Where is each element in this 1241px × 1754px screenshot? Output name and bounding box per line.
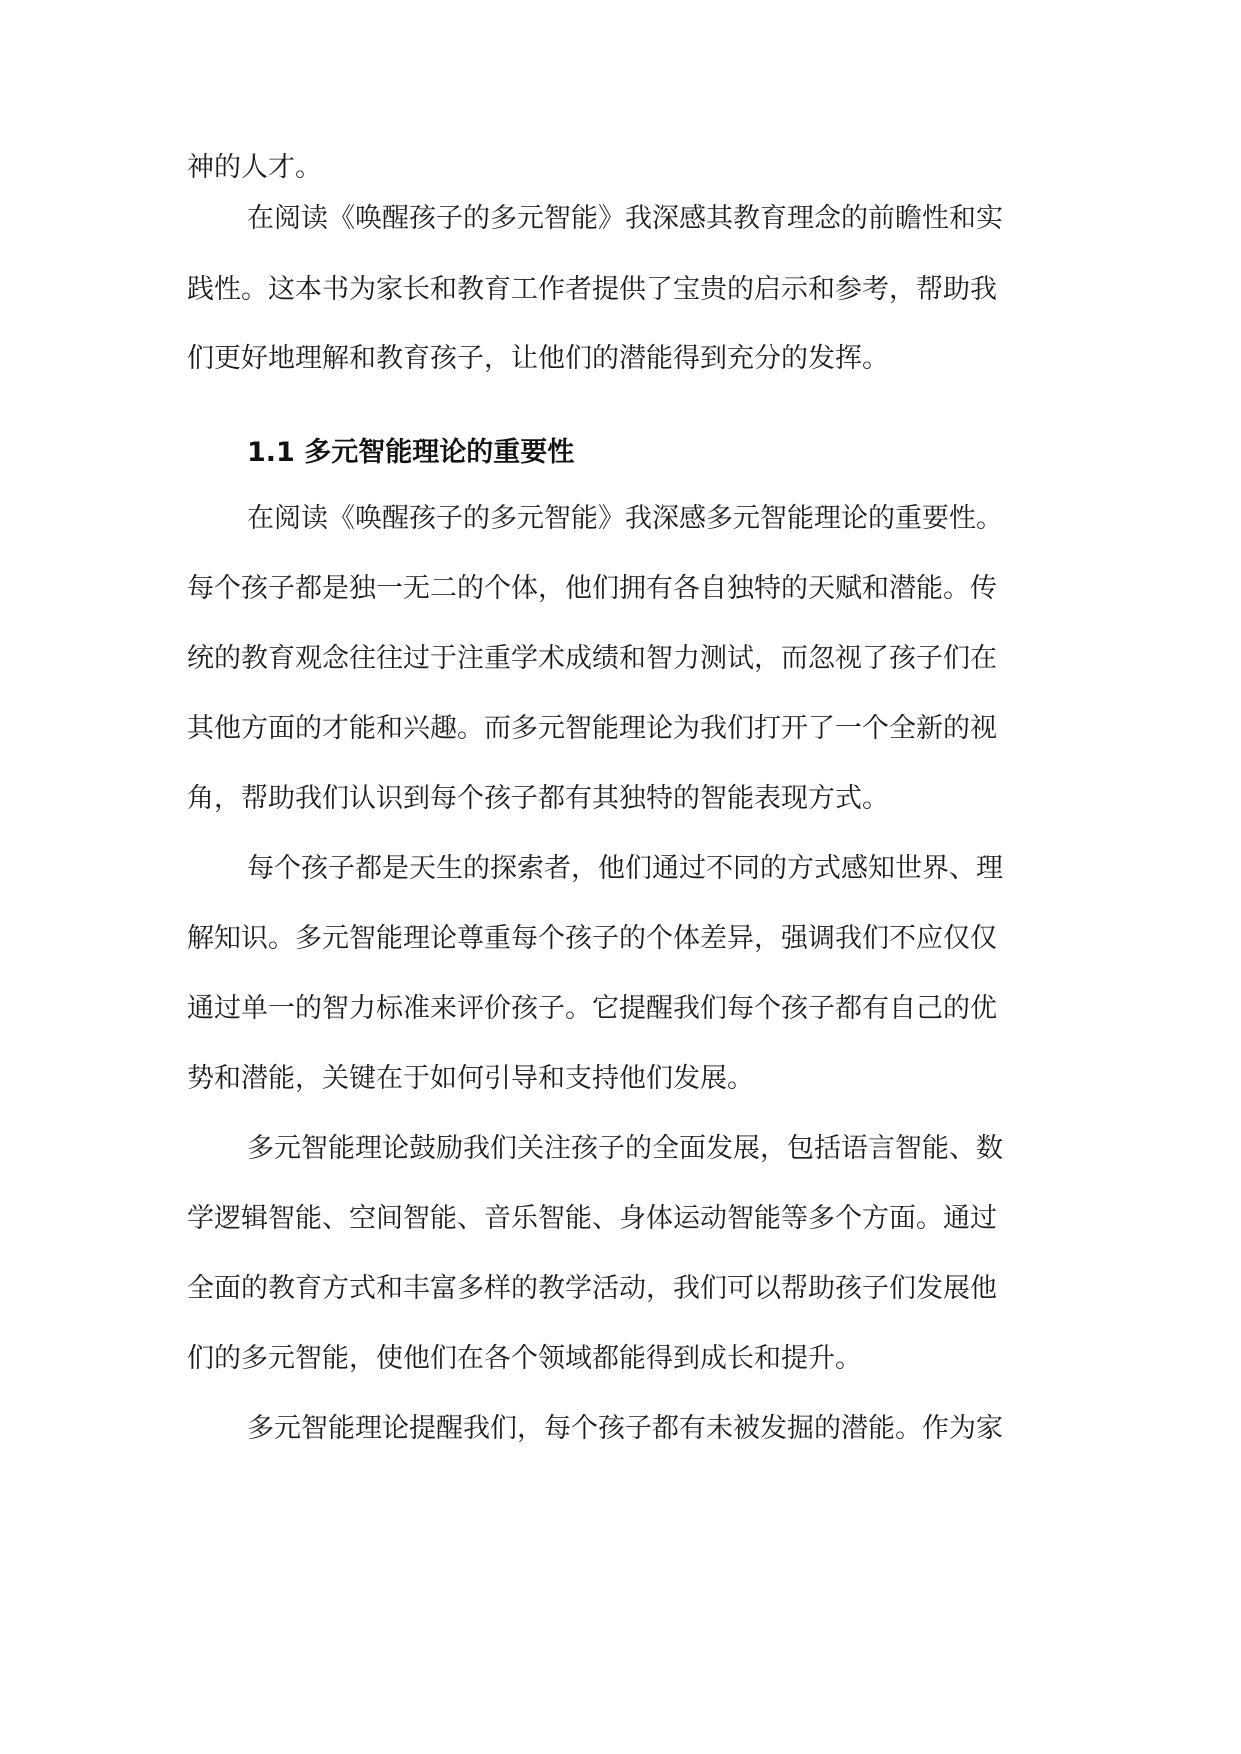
- paragraph-line: 每个孩子都是独一无二的个体，他们拥有各自独特的天赋和潜能。传: [187, 573, 997, 604]
- paragraph-line: 们的多元智能，使他们在各个领域都能得到成长和提升。: [187, 1343, 862, 1374]
- paragraph-line: 践性。这本书为家长和教育工作者提供了宝贵的启示和参考，帮助我: [187, 274, 997, 305]
- paragraph-line: 统的教育观念往往过于注重学术成绩和智力测试，而忽视了孩子们在: [187, 643, 997, 674]
- paragraph-line: 多元智能理论提醒我们，每个孩子都有未被发掘的潜能。作为家: [247, 1413, 1003, 1444]
- paragraph-line: 神的人才。: [187, 152, 322, 183]
- paragraph-line: 通过单一的智力标准来评价孩子。它提醒我们每个孩子都有自己的优: [187, 993, 997, 1024]
- paragraph-line: 们更好地理解和教育孩子，让他们的潜能得到充分的发挥。: [187, 343, 889, 374]
- paragraph-line: 多元智能理论鼓励我们关注孩子的全面发展，包括语言智能、数: [247, 1133, 1003, 1164]
- paragraph-line: 其他方面的才能和兴趣。而多元智能理论为我们打开了一个全新的视: [187, 713, 997, 744]
- paragraph-line: 角，帮助我们认识到每个孩子都有其独特的智能表现方式。: [187, 783, 889, 814]
- paragraph-line: 在阅读《唤醒孩子的多元智能》我深感其教育理念的前瞻性和实: [247, 203, 1003, 234]
- paragraph-line: 解知识。多元智能理论尊重每个孩子的个体差异，强调我们不应仅仅: [187, 923, 997, 954]
- paragraph-line: 学逻辑智能、空间智能、音乐智能、身体运动智能等多个方面。通过: [187, 1203, 997, 1234]
- paragraph-line: 全面的教育方式和丰富多样的教学活动，我们可以帮助孩子们发展他: [187, 1273, 997, 1304]
- section-heading: 1.1 多元智能理论的重要性: [247, 437, 575, 468]
- paragraph-line: 每个孩子都是天生的探索者，他们通过不同的方式感知世界、理: [247, 853, 1003, 884]
- paragraph-line: 势和潜能，关键在于如何引导和支持他们发展。: [187, 1063, 754, 1094]
- paragraph-line: 在阅读《唤醒孩子的多元智能》我深感多元智能理论的重要性。: [247, 503, 1003, 534]
